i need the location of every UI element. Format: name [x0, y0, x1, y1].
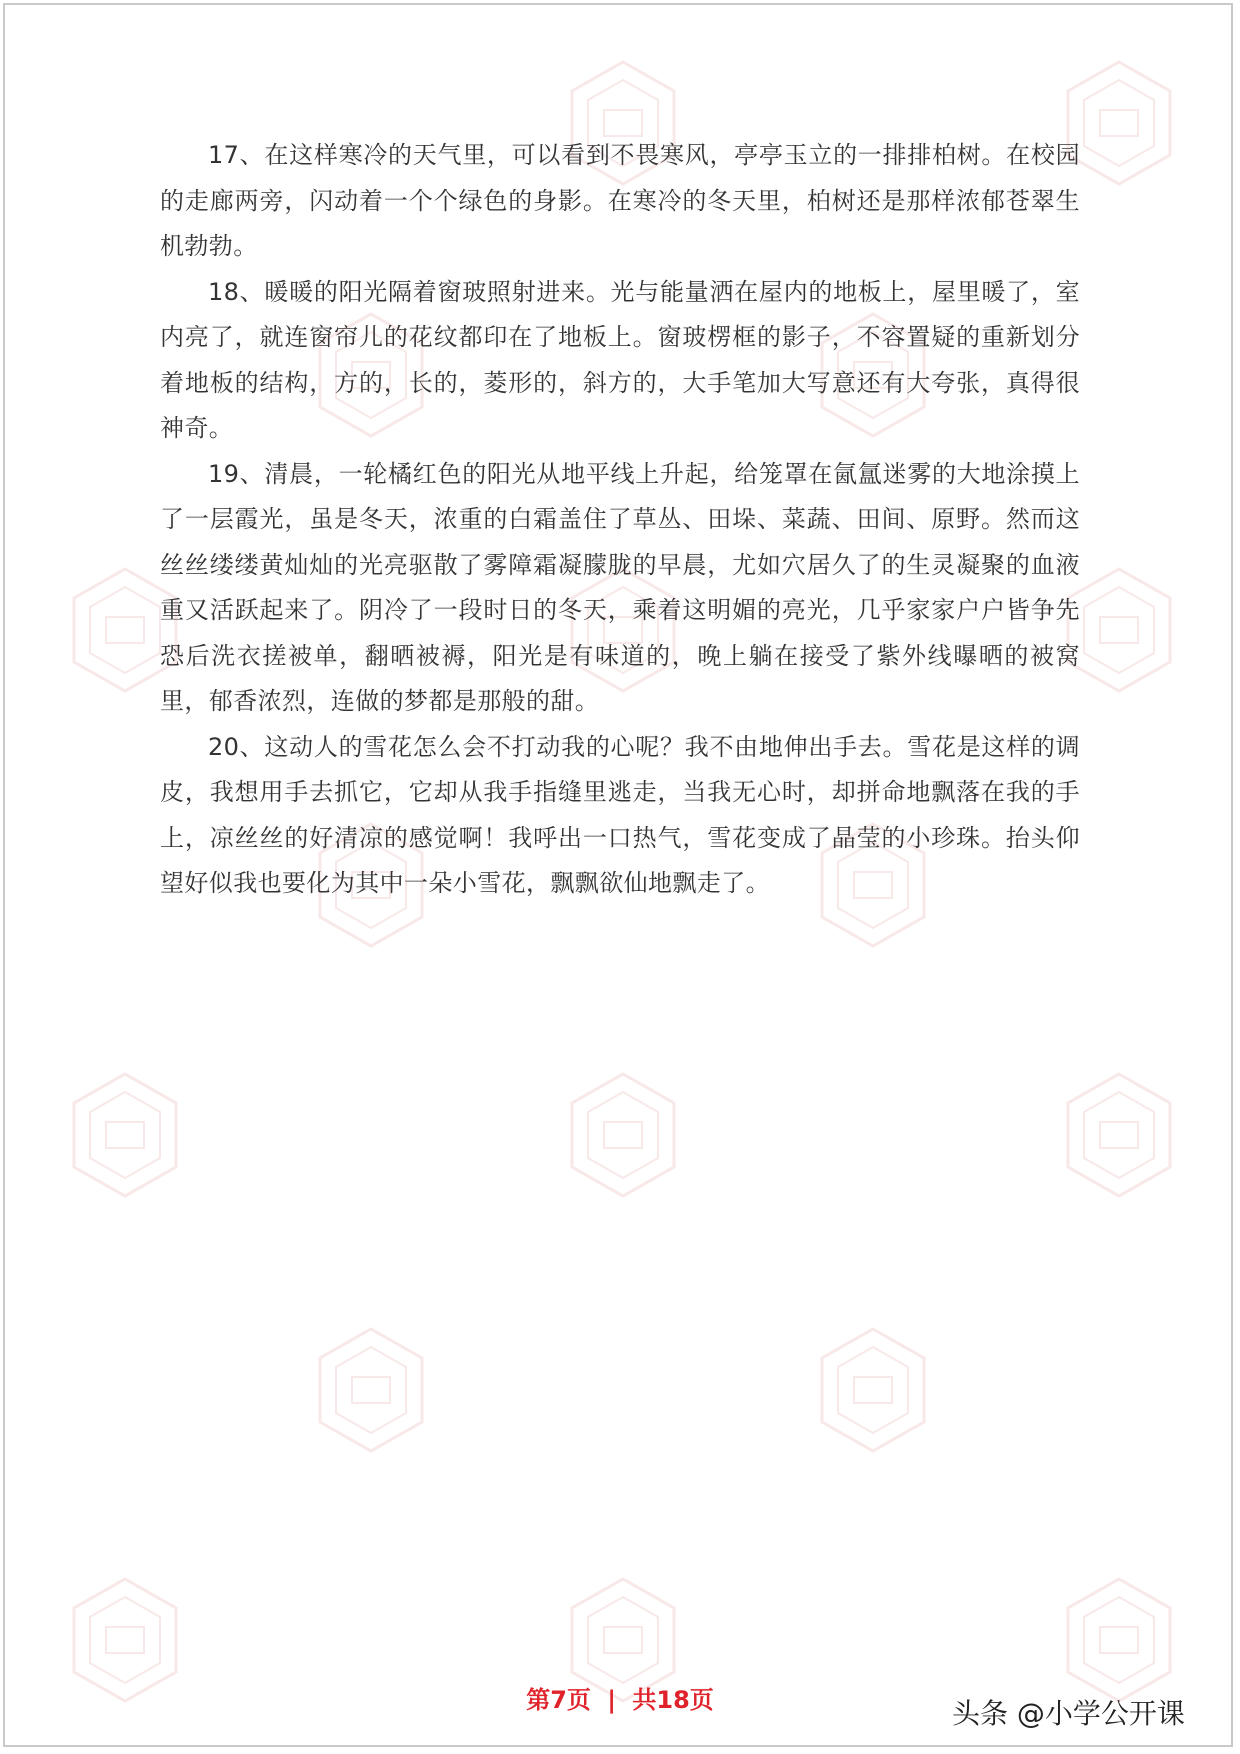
current-page-label: 第7页 [526, 1686, 591, 1714]
paragraph-20: 20、这动人的雪花怎么会不打动我的心呢？我不由地伸出手去。雪花是这样的调皮，我想用手去抓它，它却从我手指缝里逃走，当我无心时，却拼命地飘落在我的手上，凉丝丝的好清凉的感觉啊！我呼出一口热气，雪花变成了晶莹的小珍珠。抬头仰望好似我也要化为其中一朵小雪花，飘飘欲仙地飘走了。 [160, 732, 1080, 897]
page-separator: | [607, 1686, 617, 1714]
brand-watermark-text: 头条 @小学公开课 [952, 1697, 1185, 1730]
document-body [160, 133, 1080, 907]
paragraph-19: 19、清晨，一轮橘红色的阳光从地平线上升起，给笼罩在氤氲迷雾的大地涂摸上了一层霞光，虽是冬天，浓重的白霜盖住了草丛、田垛、菜蔬、田间、原野。然而这丝丝缕缕黄灿灿的光亮驱散了雾障霜凝朦胧的早晨，尤如穴居久了的生灵凝聚的血液重又活跃起来了。阴冷了一段时日的冬天，乘着这明媚的亮光，几乎家家户户皆争先恐后洗衣搓被单，翻晒被褥，阳光是有味道的，晚上躺在接受了紫外线曝晒的被窝里，郁香浓烈，连做的梦都是那般的甜。 [160, 459, 1080, 715]
paragraph-18: 18、暖暖的阳光隔着窗玻照射进来。光与能量洒在屋内的地板上，屋里暖了，室内亮了，就连窗帘儿的花纹都印在了地板上。窗玻楞框的影子，不容置疑的重新划分着地板的结构，方的，长的，菱形的，斜方的，大手笔加大写意还有大夸张，真得很神奇。 [160, 277, 1080, 442]
paragraph-17: 17、在这样寒冷的天气里，可以看到不畏寒风，亭亭玉立的一排排柏树。在校园的走廊两旁，闪动着一个个绿色的身影。在寒冷的冬天里，柏树还是那样浓郁苍翠生机勃勃。 [160, 141, 1080, 260]
total-pages-label: 共18页 [632, 1686, 714, 1714]
